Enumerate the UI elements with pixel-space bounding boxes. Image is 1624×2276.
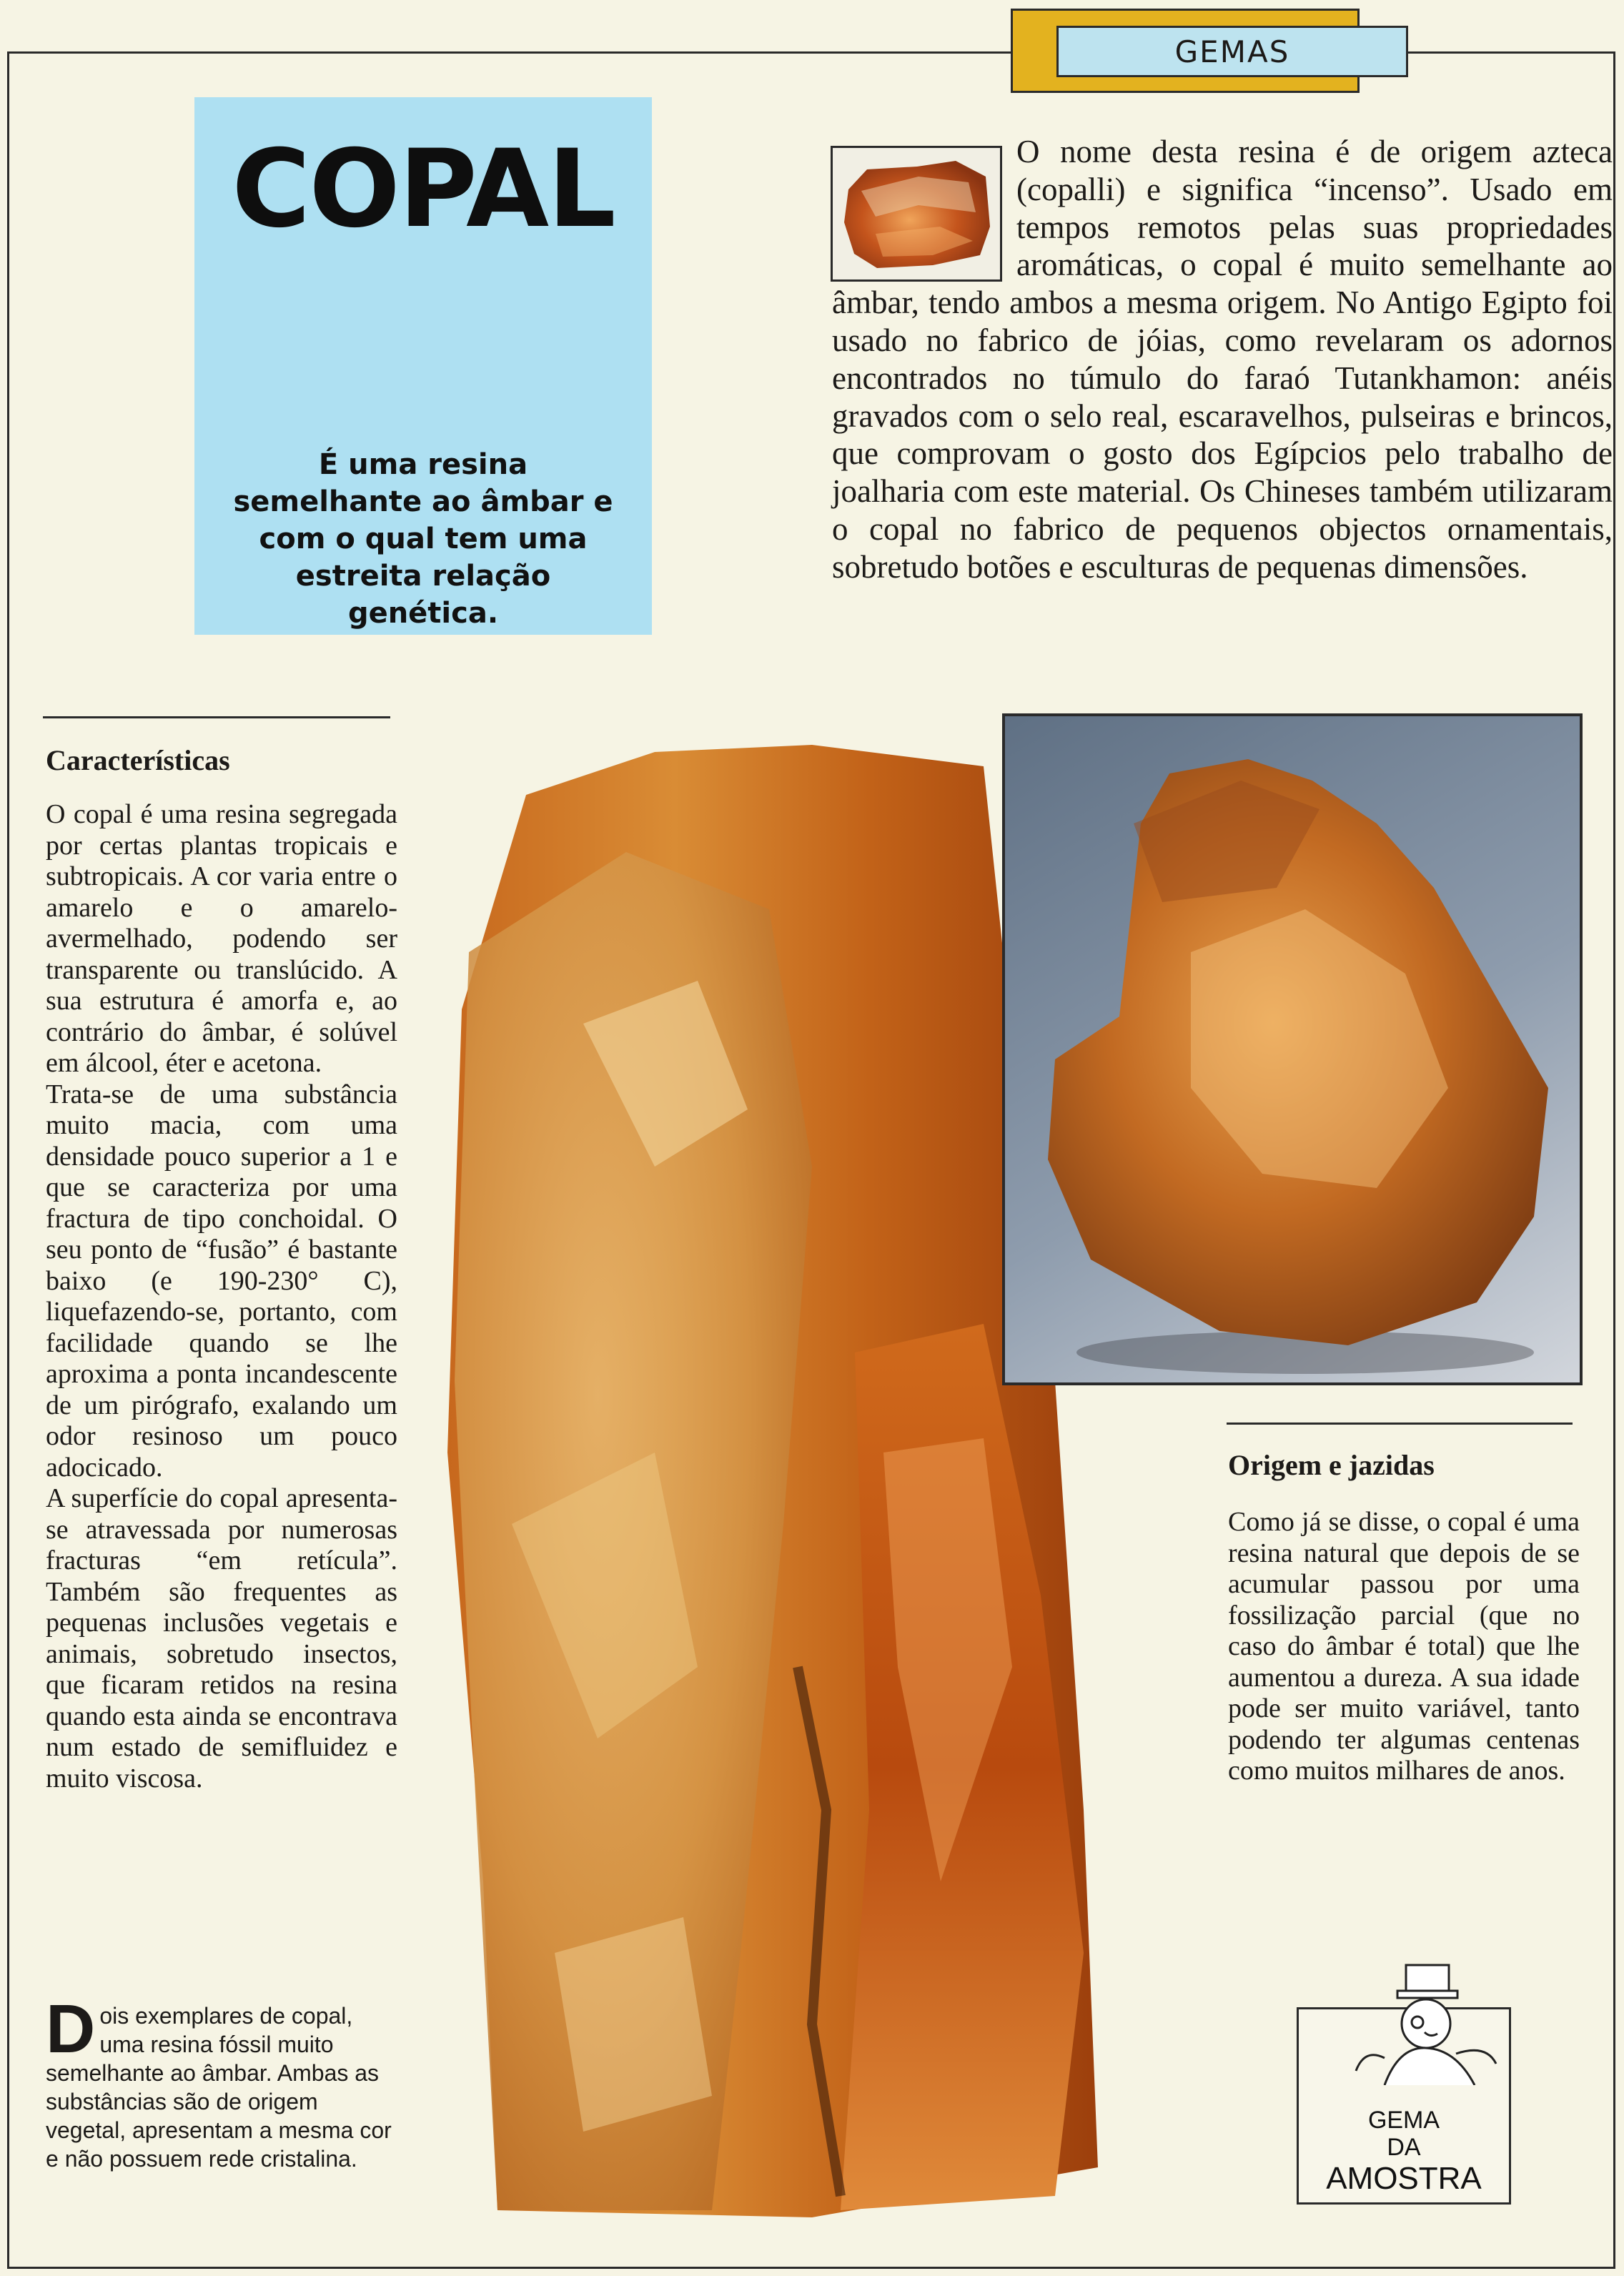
stamp-line-1: GEMA	[1367, 2107, 1440, 2134]
section-tab: GEMAS	[1056, 26, 1408, 77]
copal-inset-photo	[1002, 713, 1583, 1385]
page-subtitle: É uma resina semelhante ao âmbar e com o qual tem uma estreita relação genética.	[233, 448, 613, 630]
stamp-line-3: AMOSTRA	[1326, 2161, 1482, 2196]
photo-caption	[46, 1991, 396, 2173]
gema-da-amostra-stamp	[1297, 2007, 1511, 2205]
text-caracteristicas	[46, 799, 397, 1794]
rule-origem	[1227, 1422, 1573, 1425]
intro-paragraph: O nome desta resina é de origem azteca (copalli) e significa “incenso”. Usado em tempos remotos pelas suas propriedades aromáticas, o copal é muito semelhante ao âmbar, tendo ambos a mesma origem. No Antigo Egipto foi usado no fabrico de jóias, como revelaram os adornos encontrados no túmulo do faraó Tutankhamon: anéis gravados com o selo real, escaravelhos, pulseiras e brincos, que comprovam o gosto dos Egípcios pelo trabalho de joalharia com este material. Os Chineses também utilizaram o copal no fabrico de pequenos objectos ornamentais, sobretudo botões e esculturas de pequenas dimensões.	[832, 134, 1613, 585]
text-origem: Como já se disse, o copal é uma resina natural que depois de se acumular passou por uma fossilização parcial (que no caso do âmbar é total) que lhe aumentou a dureza. A sua idade pode ser muito variável, tanto podendo ter algumas centenas como muitos milhares de anos.	[1228, 1507, 1580, 1786]
caracteristicas-paragraph: Trata-se de uma substância muito macia, com uma densidade pouco superior a 1 e que se caracteriza por uma fractura de tipo conchoidal. O seu ponto de “fusão” é bastante baixo (e 190-230° C), liquefazendo-se, portanto, com facilidade quando se lhe aproxima a ponta incandescente de um pirógrafo, exalando um odor resinoso um pouco adocicado.	[46, 1079, 397, 1483]
stamp-label	[1299, 2107, 1509, 2197]
heading-origem: Origem e jazidas	[1228, 1449, 1435, 1481]
caption-dropcap: D	[46, 1991, 96, 2067]
title-box	[194, 97, 652, 635]
rule-caracteristicas	[43, 716, 390, 718]
caracteristicas-paragraph: O copal é uma resina segregada por certas plantas tropicais e subtropicais. A cor varia entre o amarelo e o amarelo-avermelhado, podendo ser transparente ou translúcido. A sua estrutura é amorfa e, ao contrário do âmbar, é solúvel em álcool, éter e acetona.	[46, 799, 397, 1078]
jeweler-illustration-icon	[1299, 1964, 1509, 2085]
caption-text: ois exemplares de copal, uma resina fóssil muito semelhante ao âmbar. Ambas as substâncias são de origem vegetal, apresentam a mesma cor e não possuem rede cristalina.	[46, 2003, 392, 2172]
caracteristicas-paragraph: A superfície do copal apresenta-se atravessada por numerosas fracturas “em retícula”. Também são frequentes as pequenas inclusões vegetais e animais, sobretudo insectos, que ficaram retidos na resina quando esta ainda se encontrava num estado de semifluidez e muito viscosa.	[46, 1483, 397, 1793]
heading-caracteristicas: Características	[46, 744, 230, 776]
stamp-line-2: DA	[1387, 2134, 1421, 2161]
page-title: COPAL	[232, 127, 615, 252]
